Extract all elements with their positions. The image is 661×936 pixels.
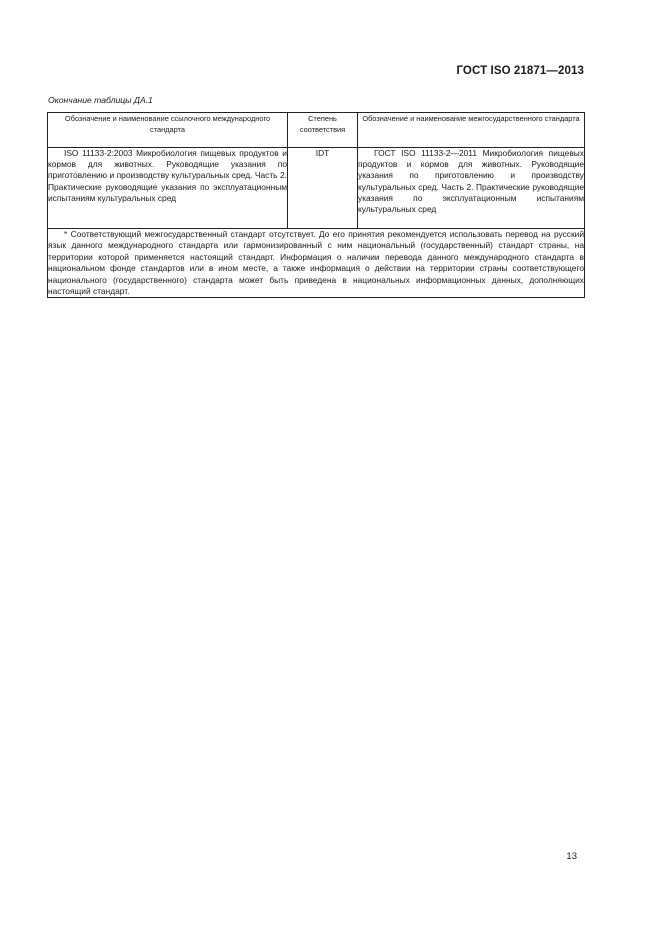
degree-text: IDT	[315, 148, 330, 158]
table-caption: Окончание таблицы ДА.1	[48, 95, 153, 105]
document-code: ГОСТ ISO 21871—2013	[456, 65, 584, 77]
cell-degree	[288, 148, 358, 229]
page-number: 13	[566, 851, 577, 862]
cell-reference-standard	[48, 148, 288, 229]
footnote-row	[48, 229, 585, 298]
standards-table	[47, 112, 585, 298]
column-header-interstate-standard: Обозначение и наименование межгосударственного стандарта	[358, 113, 585, 148]
column-header-degree: Степень соответствия	[288, 113, 358, 148]
table-row	[48, 148, 585, 229]
column-header-reference-standard: Обозначение и наименование ссылочного международного стандарта	[48, 113, 288, 148]
cell-interstate-standard	[358, 148, 585, 229]
reference-standard-text: ISO 11133-2:2003 Микробиология пищевых продуктов и кормов для животных. Руководящие указания по приготовлению и производству культуральных сред. Часть 2. Практические руководящие указания по эксплуатационным испытаниям культуральных сред	[48, 148, 287, 203]
footnote-text: * Соответствующий межгосударственный стандарт отсутствует. До его принятия рекомендуется использовать перевод на русский язык данного международного стандарта или гармонизированный с ним национальный (государственный) стандарт страны, на территории которой применяется настоящий стандарт. Информация о наличии перевода данного международного стандарта в национальном фонде стандартов или в ином месте, а также информация о действии на территории страны соответствующего национального (государственного) стандарта может быть приведена в национальных информационных данных, дополняющих настоящий стандарт.	[48, 229, 584, 297]
interstate-standard-text: ГОСТ ISO 11133-2—2011 Микробиология пищевых продуктов и кормов для животных. Руководящие указания по приготовлению и производству культуральных сред. Часть 2. Практические руководящие указания по эксплуатационным испытаниям культуральных сред	[358, 148, 584, 215]
table-header-row	[48, 113, 585, 148]
footnote-cell	[48, 229, 585, 298]
